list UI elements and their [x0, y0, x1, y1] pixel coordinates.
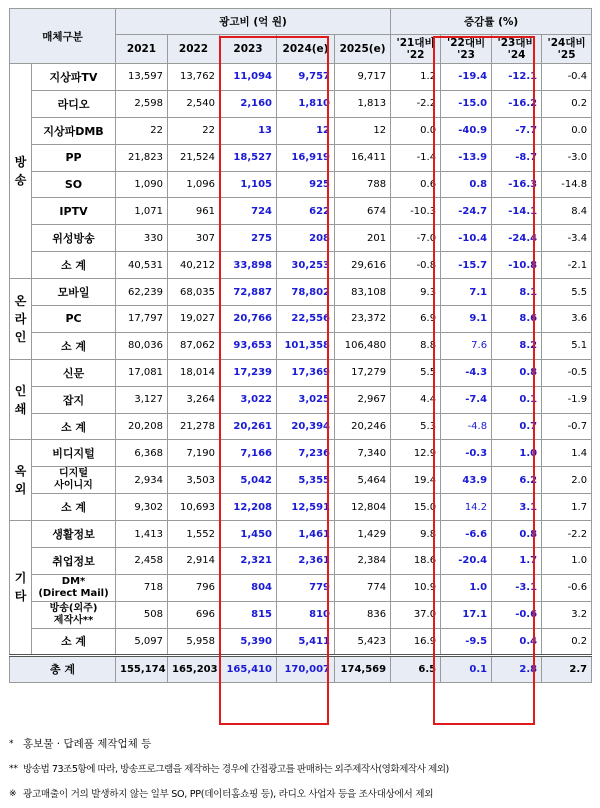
value-cell: 804 — [220, 574, 277, 601]
value-cell: 1,096 — [168, 171, 220, 198]
item-label: 비디지털 — [32, 440, 116, 467]
value-cell: 13 — [220, 117, 277, 144]
total-value: 155,174 — [116, 655, 168, 682]
growth-cell: 18.6 — [391, 548, 441, 575]
growth-cell: 0.2 — [542, 628, 592, 655]
value-cell: 78,802 — [277, 279, 335, 306]
value-cell: 12,208 — [220, 494, 277, 521]
value-cell: 2,934 — [116, 467, 168, 494]
value-cell: 796 — [168, 574, 220, 601]
growth-cell: 1.0 — [542, 548, 592, 575]
value-cell: 5,097 — [116, 628, 168, 655]
growth-cell: -3.1 — [492, 574, 542, 601]
growth-cell: 1.2 — [391, 64, 441, 91]
table-row — [10, 306, 592, 333]
table-row — [10, 171, 592, 198]
value-cell: 201 — [335, 225, 391, 252]
value-cell: 62,239 — [116, 279, 168, 306]
value-cell: 1,450 — [220, 521, 277, 548]
growth-cell: -0.3 — [441, 440, 492, 467]
footnote-text: 방송법 73조5항에 따라, 방송프로그램을 제작하는 경우에 간접광고를 판매하는 외주제작사(영화제작사 제외) — [23, 764, 449, 775]
growth-cell: -16.2 — [492, 90, 542, 117]
value-cell: 5,464 — [335, 467, 391, 494]
item-label: 소 계 — [32, 494, 116, 521]
growth-cell: 14.2 — [441, 494, 492, 521]
value-cell: 12 — [277, 117, 335, 144]
value-cell: 17,797 — [116, 306, 168, 333]
value-cell: 6,368 — [116, 440, 168, 467]
item-label: 라디오 — [32, 90, 116, 117]
value-cell: 307 — [168, 225, 220, 252]
footnote — [9, 732, 594, 757]
value-cell: 12,591 — [277, 494, 335, 521]
growth-cell: 0.4 — [492, 628, 542, 655]
growth-cell: -0.5 — [542, 359, 592, 386]
item-label: 신문 — [32, 359, 116, 386]
total-value: 165,203 — [168, 655, 220, 682]
value-cell: 7,166 — [220, 440, 277, 467]
category-cell: 인 쇄 — [10, 359, 32, 440]
value-cell: 3,127 — [116, 386, 168, 413]
value-cell: 9,302 — [116, 494, 168, 521]
value-cell: 17,369 — [277, 359, 335, 386]
growth-cell: -3.4 — [542, 225, 592, 252]
item-label: SO — [32, 171, 116, 198]
ad-spend-header: 광고비 (억 원) — [116, 9, 391, 35]
value-cell: 788 — [335, 171, 391, 198]
item-label: 소 계 — [32, 413, 116, 440]
value-cell: 20,394 — [277, 413, 335, 440]
growth-cell: 8.4 — [542, 198, 592, 225]
growth-cell: -2.2 — [391, 90, 441, 117]
footnote-mark: ** — [9, 764, 18, 774]
item-label: 잡지 — [32, 386, 116, 413]
value-cell: 330 — [116, 225, 168, 252]
item-label: 지상파DMB — [32, 117, 116, 144]
growth-cell: 0.0 — [542, 117, 592, 144]
growth-cell: 7.1 — [441, 279, 492, 306]
growth-cell: 8.1 — [492, 279, 542, 306]
subtotal-row — [10, 494, 592, 521]
table-row — [10, 64, 592, 91]
value-cell: 5,355 — [277, 467, 335, 494]
value-cell: 3,022 — [220, 386, 277, 413]
growth-cell: -15.7 — [441, 252, 492, 279]
value-cell: 16,411 — [335, 144, 391, 171]
growth-cell: -4.8 — [441, 413, 492, 440]
growth-cell: 17.1 — [441, 601, 492, 628]
growth-cell: 3.2 — [542, 601, 592, 628]
value-cell: 87,062 — [168, 332, 220, 359]
footnote-text: 광고매출이 거의 발생하지 않는 일부 SO, PP(데이터홈쇼핑 등), 라디오 사업자 등을 조사대상에서 제외 — [23, 789, 434, 800]
table-row — [10, 225, 592, 252]
table-row — [10, 467, 592, 494]
growth-cell: -9.5 — [441, 628, 492, 655]
value-cell: 72,887 — [220, 279, 277, 306]
subtotal-row — [10, 628, 592, 655]
item-label: PC — [32, 306, 116, 333]
year-header: 2021 — [116, 35, 168, 64]
value-cell: 508 — [116, 601, 168, 628]
growth-cell: -4.3 — [441, 359, 492, 386]
growth-period-top: '24대비 — [547, 37, 586, 49]
item-label: 취업정보 — [32, 548, 116, 575]
value-cell: 696 — [168, 601, 220, 628]
value-cell: 5,423 — [335, 628, 391, 655]
growth-period-bottom: '25 — [557, 49, 576, 61]
value-cell: 10,693 — [168, 494, 220, 521]
item-label: 소 계 — [32, 332, 116, 359]
growth-cell: 9.1 — [441, 306, 492, 333]
total-value: 165,410 — [220, 655, 277, 682]
growth-cell: -6.6 — [441, 521, 492, 548]
value-cell: 40,531 — [116, 252, 168, 279]
footnote-mark: ※ — [9, 789, 17, 799]
value-cell: 724 — [220, 198, 277, 225]
subtotal-row — [10, 413, 592, 440]
table-row — [10, 574, 592, 601]
growth-cell: 6.2 — [492, 467, 542, 494]
growth-period-top: '21대비 — [396, 37, 435, 49]
growth-cell: 9.3 — [391, 279, 441, 306]
value-cell: 810 — [277, 601, 335, 628]
item-label: IPTV — [32, 198, 116, 225]
value-cell: 23,372 — [335, 306, 391, 333]
total-value: 170,007 — [277, 655, 335, 682]
subtotal-row — [10, 252, 592, 279]
value-cell: 718 — [116, 574, 168, 601]
table-row — [10, 90, 592, 117]
value-cell: 774 — [335, 574, 391, 601]
item-label-line: 제작사** — [53, 614, 94, 626]
growth-cell: -2.2 — [542, 521, 592, 548]
growth-period-bottom: '22 — [406, 49, 425, 61]
value-cell: 17,279 — [335, 359, 391, 386]
table-row — [10, 117, 592, 144]
growth-cell: 5.1 — [542, 332, 592, 359]
growth-cell: -7.4 — [441, 386, 492, 413]
value-cell: 40,212 — [168, 252, 220, 279]
item-label-line: 디지털 — [59, 468, 88, 480]
value-cell: 5,411 — [277, 628, 335, 655]
growth-cell: 12.9 — [391, 440, 441, 467]
growth-period-bottom: '24 — [507, 49, 526, 61]
growth-cell: -0.6 — [542, 574, 592, 601]
value-cell: 22,556 — [277, 306, 335, 333]
value-cell: 208 — [277, 225, 335, 252]
value-cell: 21,524 — [168, 144, 220, 171]
value-cell: 961 — [168, 198, 220, 225]
growth-period-top: '22대비 — [447, 37, 486, 49]
item-label: 생활정보 — [32, 521, 116, 548]
growth-cell: 5.3 — [391, 413, 441, 440]
value-cell: 925 — [277, 171, 335, 198]
value-cell: 80,036 — [116, 332, 168, 359]
growth-cell: 8.2 — [492, 332, 542, 359]
ad-spend-table — [9, 8, 592, 683]
growth-cell: 1.4 — [542, 440, 592, 467]
category-cell: 방 송 — [10, 64, 32, 279]
value-cell: 17,239 — [220, 359, 277, 386]
growth-period-header — [492, 35, 542, 64]
value-cell: 1,552 — [168, 521, 220, 548]
category-cell: 기 타 — [10, 521, 32, 655]
growth-period-header — [441, 35, 492, 64]
category-header: 매체구분 — [10, 9, 116, 64]
item-label-line: (Direct Mail) — [38, 587, 109, 599]
table-row — [10, 359, 592, 386]
footnote-text: 홍보물 · 답례품 제작업체 등 — [23, 738, 152, 750]
table-row — [10, 521, 592, 548]
table-row — [10, 386, 592, 413]
growth-cell: 0.1 — [492, 386, 542, 413]
value-cell: 815 — [220, 601, 277, 628]
value-cell: 779 — [277, 574, 335, 601]
value-cell: 1,413 — [116, 521, 168, 548]
year-header: 2023 — [220, 35, 277, 64]
value-cell: 21,823 — [116, 144, 168, 171]
growth-cell: 43.9 — [441, 467, 492, 494]
growth-cell: 0.8 — [492, 359, 542, 386]
value-cell: 101,358 — [277, 332, 335, 359]
growth-cell: -24.7 — [441, 198, 492, 225]
growth-cell: 1.7 — [492, 548, 542, 575]
growth-period-bottom: '23 — [457, 49, 475, 61]
value-cell: 1,461 — [277, 521, 335, 548]
item-label — [32, 467, 116, 494]
growth-cell: -16.3 — [492, 171, 542, 198]
growth-cell: -1.9 — [542, 386, 592, 413]
value-cell: 83,108 — [335, 279, 391, 306]
growth-cell: 1.0 — [492, 440, 542, 467]
value-cell: 1,813 — [335, 90, 391, 117]
growth-cell: -20.4 — [441, 548, 492, 575]
growth-cell: 6.9 — [391, 306, 441, 333]
footnote — [9, 782, 594, 807]
growth-cell: -10.8 — [492, 252, 542, 279]
total-growth: 2.7 — [542, 655, 592, 682]
growth-cell: 0.7 — [492, 413, 542, 440]
item-label-line: 사이니지 — [54, 480, 93, 492]
growth-cell: -0.7 — [542, 413, 592, 440]
value-cell: 1,429 — [335, 521, 391, 548]
value-cell: 2,384 — [335, 548, 391, 575]
category-cell: 온 라 인 — [10, 279, 32, 360]
growth-cell: 0.6 — [391, 171, 441, 198]
value-cell: 20,261 — [220, 413, 277, 440]
value-cell: 2,914 — [168, 548, 220, 575]
value-cell: 13,762 — [168, 64, 220, 91]
growth-cell: -2.1 — [542, 252, 592, 279]
table-row — [10, 548, 592, 575]
item-label: PP — [32, 144, 116, 171]
growth-cell: -10.3 — [391, 198, 441, 225]
growth-cell: 8.6 — [492, 306, 542, 333]
value-cell: 93,653 — [220, 332, 277, 359]
growth-cell: -24.4 — [492, 225, 542, 252]
value-cell: 9,717 — [335, 64, 391, 91]
value-cell: 3,264 — [168, 386, 220, 413]
value-cell: 5,958 — [168, 628, 220, 655]
value-cell: 18,527 — [220, 144, 277, 171]
year-header: 2025(e) — [335, 35, 391, 64]
growth-header: 증감률 (%) — [391, 9, 592, 35]
value-cell: 622 — [277, 198, 335, 225]
subtotal-row — [10, 332, 592, 359]
total-value: 174,569 — [335, 655, 391, 682]
growth-cell: -1.4 — [391, 144, 441, 171]
growth-cell: 0.0 — [391, 117, 441, 144]
growth-cell: -0.6 — [492, 601, 542, 628]
value-cell: 30,253 — [277, 252, 335, 279]
growth-cell: -15.0 — [441, 90, 492, 117]
value-cell: 3,503 — [168, 467, 220, 494]
value-cell: 12 — [335, 117, 391, 144]
growth-cell: -0.8 — [391, 252, 441, 279]
growth-cell: 1.7 — [542, 494, 592, 521]
footnote — [9, 757, 594, 782]
growth-cell: 10.9 — [391, 574, 441, 601]
growth-cell: -0.4 — [542, 64, 592, 91]
growth-cell: 0.8 — [492, 521, 542, 548]
growth-cell: 9.8 — [391, 521, 441, 548]
growth-cell: 7.6 — [441, 332, 492, 359]
growth-cell: 19.4 — [391, 467, 441, 494]
item-label: 지상파TV — [32, 64, 116, 91]
value-cell: 16,919 — [277, 144, 335, 171]
value-cell: 12,804 — [335, 494, 391, 521]
total-row — [10, 655, 592, 682]
value-cell: 836 — [335, 601, 391, 628]
value-cell: 9,757 — [277, 64, 335, 91]
category-cell: 옥 외 — [10, 440, 32, 521]
value-cell: 2,598 — [116, 90, 168, 117]
value-cell: 674 — [335, 198, 391, 225]
value-cell: 21,278 — [168, 413, 220, 440]
footnotes — [9, 732, 594, 807]
item-label-line: DM* — [61, 575, 86, 587]
growth-period-header — [391, 35, 441, 64]
value-cell: 1,105 — [220, 171, 277, 198]
value-cell: 275 — [220, 225, 277, 252]
value-cell: 3,025 — [277, 386, 335, 413]
year-header: 2022 — [168, 35, 220, 64]
value-cell: 2,458 — [116, 548, 168, 575]
growth-cell: 2.0 — [542, 467, 592, 494]
value-cell: 7,236 — [277, 440, 335, 467]
value-cell: 7,340 — [335, 440, 391, 467]
growth-period-header — [542, 35, 592, 64]
total-growth: 0.1 — [441, 655, 492, 682]
growth-cell: -7.7 — [492, 117, 542, 144]
footnote-mark: * — [9, 739, 14, 749]
value-cell: 19,027 — [168, 306, 220, 333]
value-cell: 1,071 — [116, 198, 168, 225]
total-label: 총 계 — [10, 655, 116, 682]
growth-cell: 8.8 — [391, 332, 441, 359]
item-label: 소 계 — [32, 252, 116, 279]
value-cell: 22 — [116, 117, 168, 144]
value-cell: 20,246 — [335, 413, 391, 440]
value-cell: 5,042 — [220, 467, 277, 494]
value-cell: 20,766 — [220, 306, 277, 333]
table-row — [10, 440, 592, 467]
growth-cell: -14.1 — [492, 198, 542, 225]
value-cell: 22 — [168, 117, 220, 144]
growth-cell: -12.1 — [492, 64, 542, 91]
total-growth: 2.8 — [492, 655, 542, 682]
growth-cell: 3.1 — [492, 494, 542, 521]
item-label — [32, 574, 116, 601]
year-header: 2024(e) — [277, 35, 335, 64]
item-label: 모바일 — [32, 279, 116, 306]
value-cell: 11,094 — [220, 64, 277, 91]
table-row — [10, 279, 592, 306]
value-cell: 18,014 — [168, 359, 220, 386]
growth-period-top: '23대비 — [497, 37, 536, 49]
table-row — [10, 198, 592, 225]
table-row — [10, 601, 592, 628]
growth-cell: -3.0 — [542, 144, 592, 171]
growth-cell: 16.9 — [391, 628, 441, 655]
growth-cell: 5.5 — [542, 279, 592, 306]
growth-cell: 1.0 — [441, 574, 492, 601]
value-cell: 20,208 — [116, 413, 168, 440]
value-cell: 33,898 — [220, 252, 277, 279]
value-cell: 2,361 — [277, 548, 335, 575]
table-row — [10, 144, 592, 171]
value-cell: 5,390 — [220, 628, 277, 655]
growth-cell: -8.7 — [492, 144, 542, 171]
value-cell: 7,190 — [168, 440, 220, 467]
growth-cell: -14.8 — [542, 171, 592, 198]
growth-cell: 15.0 — [391, 494, 441, 521]
growth-cell: 4.4 — [391, 386, 441, 413]
value-cell: 1,090 — [116, 171, 168, 198]
value-cell: 68,035 — [168, 279, 220, 306]
item-label — [32, 601, 116, 628]
value-cell: 2,540 — [168, 90, 220, 117]
item-label: 소 계 — [32, 628, 116, 655]
growth-cell: 3.6 — [542, 306, 592, 333]
growth-cell: 0.2 — [542, 90, 592, 117]
growth-cell: -13.9 — [441, 144, 492, 171]
value-cell: 13,597 — [116, 64, 168, 91]
item-label-line: 방송(외주) — [49, 602, 98, 614]
growth-cell: 5.5 — [391, 359, 441, 386]
growth-cell: -40.9 — [441, 117, 492, 144]
value-cell: 1,810 — [277, 90, 335, 117]
total-growth: 6.5 — [391, 655, 441, 682]
item-label: 위성방송 — [32, 225, 116, 252]
growth-cell: 37.0 — [391, 601, 441, 628]
growth-cell: -7.0 — [391, 225, 441, 252]
growth-cell: -10.4 — [441, 225, 492, 252]
value-cell: 2,160 — [220, 90, 277, 117]
value-cell: 2,321 — [220, 548, 277, 575]
value-cell: 29,616 — [335, 252, 391, 279]
growth-cell: -19.4 — [441, 64, 492, 91]
value-cell: 17,081 — [116, 359, 168, 386]
value-cell: 2,967 — [335, 386, 391, 413]
value-cell: 106,480 — [335, 332, 391, 359]
growth-cell: 0.8 — [441, 171, 492, 198]
